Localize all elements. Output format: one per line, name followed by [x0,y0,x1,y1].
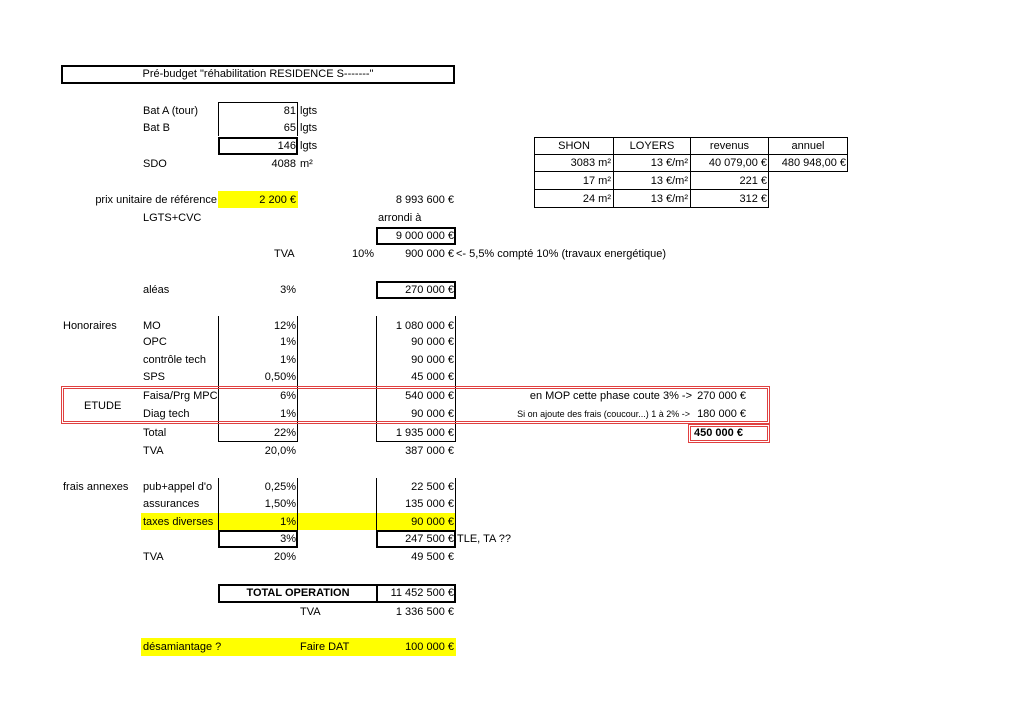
total-amount: 1 935 000 € [395,427,454,439]
total-rate: 22% [273,427,296,439]
honoraires-row-rate: 0,50% [264,371,296,383]
frais-row-rate: 0,25% [264,481,296,493]
frais-subtotal-amount: 247 500 € [405,533,454,545]
total-operation-tva-amount: 1 336 500 € [395,606,454,618]
honoraires-row-name: OPC [143,336,167,348]
revenue-revenus: 312 € [739,193,767,205]
frais-row-name: assurances [143,498,200,510]
ref-price-total: 8 993 600 € [395,194,454,206]
total-operation-amount: 11 452 500 € [390,587,454,599]
page-title: Pré-budget "réhabilitation RESIDENCE S-------" [142,68,374,80]
bat-a-label: Bat A (tour) [143,105,199,117]
honoraires-label: Honoraires [63,320,117,332]
sdo-unit: m² [300,158,313,170]
frais-tva-rate: 20% [273,551,296,563]
honoraires-tva-rate: 20,0% [264,445,296,457]
total-lgts-count: 146 [277,140,296,152]
frais-tva-amount: 49 500 € [411,551,454,563]
frais-tva-label: TVA [143,551,164,563]
honoraires-row-rate: 1% [280,354,296,366]
etude-row-note-amount: 270 000 € [697,390,746,402]
tva-main-rate: 10% [351,248,374,260]
aleas-label: aléas [143,284,170,296]
frais-row-amount: 90 000 € [411,516,454,528]
etude-row-name: Diag tech [143,408,190,420]
total-label: Total [143,427,167,439]
revenue-loyers: 13 €/m² [650,157,688,169]
revenue-header-revenus-text: revenus [709,140,750,152]
revenue-shon: 17 m² [582,175,611,187]
etude-label: ETUDE [84,400,122,412]
bat-a-unit: lgts [300,105,318,117]
revenue-revenus: 40 079,00 € [708,157,767,169]
etude-row-rate: 1% [280,408,296,420]
etude-row-note-amount: 180 000 € [697,408,746,420]
honoraires-row-name: contrôle tech [143,354,206,366]
frais-row-rate: 1% [280,516,296,528]
bat-b-count: 65 [283,122,296,134]
revenue-loyers: 13 €/m² [650,193,688,205]
aleas-amount: 270 000 € [405,284,454,296]
frais-row-name: pub+appel d'o [143,481,213,493]
desamiantage-amount: 100 000 € [405,641,454,653]
honoraires-row-name: SPS [143,371,166,383]
total-operation-label: TOTAL OPERATION [246,587,350,599]
desamiantage-label: désamiantage ? [143,641,222,653]
etude-row-amount: 540 000 € [405,390,454,402]
ref-price-label: prix unitaire de référence [95,194,217,206]
tva-main-label: TVA [274,248,295,260]
total-operation-tva-label: TVA [300,606,321,618]
etude-total: 450 000 € [694,427,743,439]
sdo-value: 4088 [271,158,296,170]
honoraires-tva-amount: 387 000 € [405,445,454,457]
ref-price-value: 2 200 € [259,194,296,206]
revenue-annuel: 480 948,00 € [781,157,846,169]
honoraires-row-name: MO [143,320,161,332]
honoraires-row-amount: 45 000 € [411,371,454,383]
revenue-header-loyers-text: LOYERS [629,140,675,152]
honoraires-row-amount: 1 080 000 € [395,320,454,332]
frais-row-rate: 1,50% [264,498,296,510]
honoraires-row-amount: 90 000 € [411,354,454,366]
desamiantage-note: Faire DAT [300,641,350,653]
frais-subtotal-rate: 3% [280,533,296,545]
etude-row-amount: 90 000 € [411,408,454,420]
honoraires-row-rate: 12% [273,320,296,332]
frais-row-amount: 135 000 € [405,498,454,510]
bat-a-count: 81 [283,105,296,117]
revenue-shon: 3083 m² [570,157,611,169]
tva-main-amount: 900 000 € [405,248,454,260]
frais-row-name: taxes diverses [143,516,214,528]
rounded-value: 9 000 000 € [395,230,454,242]
honoraires-tva-label: TVA [143,445,164,457]
etude-row-note: en MOP cette phase coute 3% -> [529,390,692,402]
frais-subtotal-note: TLE, TA ?? [457,533,512,545]
revenue-header-annuel-text: annuel [791,140,825,152]
bat-b-label: Bat B [143,122,170,134]
ref-price-sublabel: LGTS+CVC [143,212,202,224]
revenue-revenus: 221 € [739,175,767,187]
tva-main-note: <- 5,5% compté 10% (travaux energétique) [456,248,667,260]
etude-row-note: Si on ajoute des frais (coucour...) 1 à 2% -> [517,409,690,419]
honoraires-row-amount: 90 000 € [411,336,454,348]
aleas-rate: 3% [280,284,296,296]
bat-b-unit: lgts [300,122,318,134]
frais-annexes-label: frais annexes [63,481,129,493]
revenue-loyers: 13 €/m² [650,175,688,187]
sdo-label: SDO [143,158,167,170]
frais-row-amount: 22 500 € [411,481,454,493]
etude-row-rate: 6% [280,390,296,402]
total-lgts-unit: lgts [300,140,318,152]
revenue-shon: 24 m² [582,193,611,205]
rounded-label: arrondi à [378,212,422,224]
revenue-header-shon-text: SHON [558,140,590,152]
honoraires-row-rate: 1% [280,336,296,348]
etude-row-name: Faisa/Prg MPC [143,390,218,402]
